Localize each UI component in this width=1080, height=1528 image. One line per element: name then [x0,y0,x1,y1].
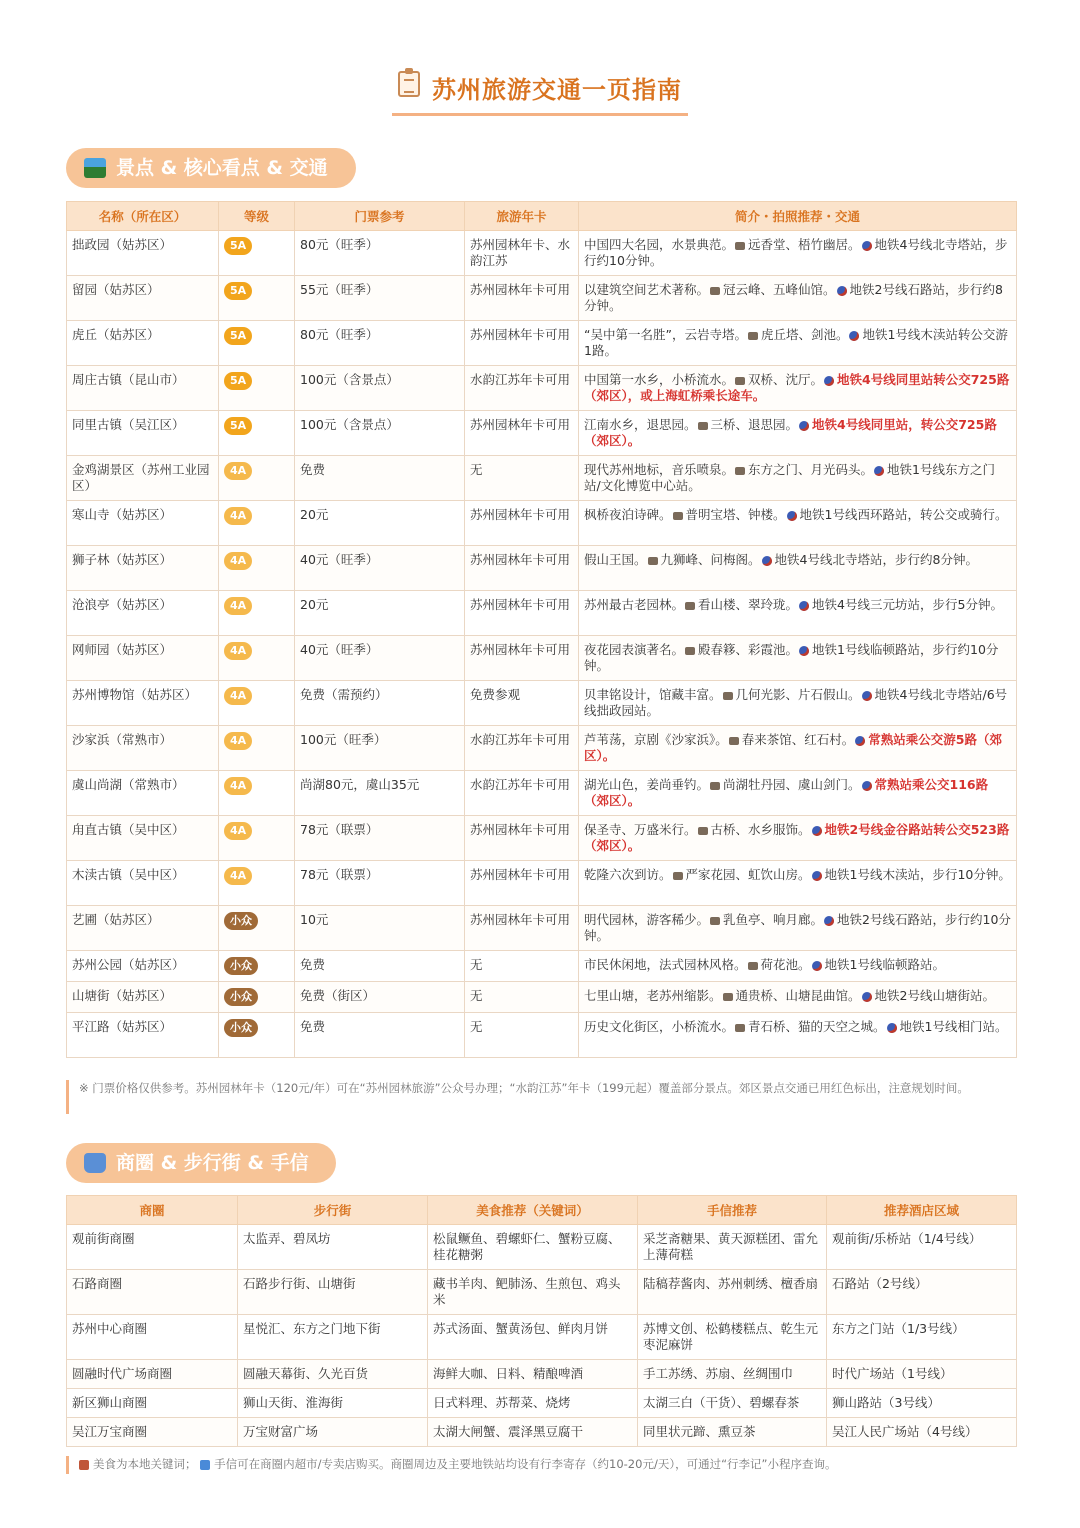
level-cell [219,1013,295,1058]
description-cell [579,771,1017,816]
description-cell [579,456,1017,501]
shopping-area: 新区狮山商圈 [67,1389,238,1418]
level-cell [219,982,295,1013]
transit-info: 地铁2号线金谷路站转公交523路（郊区）。 [584,822,1010,853]
attraction-name: 沧浪亭（姑苏区） [67,591,219,636]
annual-card: 水韵江苏年卡可用 [465,366,579,411]
ticket-price: 免费 [295,456,465,501]
annual-card: 苏州园林年卡可用 [465,861,579,906]
food-recommend: 太湖大闸蟹、震泽黑豆腐干 [428,1418,638,1447]
level-badge: 4A [224,462,252,480]
transit-info: 地铁2号线石路站，步行约8分钟。 [584,282,1003,313]
table-row [67,982,1017,1013]
ticket-note: ※ 门票价格仅供参考。苏州园林年卡（120元/年）可在“苏州园林旅游”公众号办理；“水韵江苏”年卡（199元起）覆盖部分景点。郊区景点交通已用红色标出，注意规划时间。 [66,1080,1016,1114]
table-row [67,276,1017,321]
ticket-price: 40元（旺季） [295,636,465,681]
transit-info: 地铁2号线山塘街站。 [874,988,995,1003]
hotel-area: 东方之门站（1/3号线） [827,1315,1017,1360]
table-row [67,366,1017,411]
annual-card: 苏州园林年卡可用 [465,546,579,591]
shopping-note [66,1456,1016,1474]
attraction-name: 网师园（姑苏区） [67,636,219,681]
level-badge: 5A [224,282,252,300]
metro-icon [837,286,847,296]
table-row [67,321,1017,366]
transit-info: 地铁1号线临顿路站。 [824,957,945,972]
description-cell [579,501,1017,546]
description-text: 以建筑空间艺术著称。 [584,282,710,297]
column-header: 等级 [219,202,295,231]
level-badge: 4A [224,597,252,615]
metro-icon [799,646,809,656]
column-header: 简介・拍照推荐・交通 [579,202,1017,231]
landscape-icon [84,158,106,178]
ticket-price: 78元（联票） [295,816,465,861]
annual-card: 苏州园林年卡可用 [465,591,579,636]
photo-spots: 三桥、退思园。 [710,417,799,432]
column-header: 名称（所在区） [67,202,219,231]
description-cell [579,861,1017,906]
description-text: “吴中第一名胜”，云岩寺塔。 [584,327,747,342]
transit-info: 常熟站乘公交116路（郊区）。 [584,777,989,808]
attraction-name: 寒山寺（姑苏区） [67,501,219,546]
table-row [67,1013,1017,1058]
attraction-name: 山塘街（姑苏区） [67,982,219,1013]
title-wrap [0,66,1080,116]
camera-icon [729,737,739,745]
gift-recommend: 太湖三白（干货）、碧螺春茶 [638,1389,827,1418]
photo-spots: 严家花园、虹饮山房。 [685,867,811,882]
attraction-name: 同里古镇（吴江区） [67,411,219,456]
description-cell [579,726,1017,771]
metro-icon [799,601,809,611]
level-cell [219,681,295,726]
table-row [67,1315,1017,1360]
shopping-area: 苏州中心商圈 [67,1315,238,1360]
description-cell [579,366,1017,411]
transit-info: 地铁4号线同里站转公交725路（郊区），或上海虹桥乘长途车。 [584,372,1010,403]
page-title [392,66,688,116]
photo-spots: 几何光影、片石假山。 [735,687,861,702]
metro-icon [812,871,822,881]
table-row [67,951,1017,982]
page-title-text: 苏州旅游交通一页指南 [432,76,682,104]
attraction-name: 苏州公园（姑苏区） [67,951,219,982]
table-row [67,591,1017,636]
metro-icon [812,961,822,971]
food-recommend: 藏书羊肉、鲃肺汤、生煎包、鸡头米 [428,1270,638,1315]
camera-icon [723,692,733,700]
metro-icon [887,1023,897,1033]
description-text: 市民休闲地，法式园林风格。 [584,957,747,972]
ticket-price: 20元 [295,501,465,546]
level-cell [219,456,295,501]
description-text: 江南水乡，退思园。 [584,417,697,432]
camera-icon [648,557,658,565]
walking-street: 星悦汇、东方之门地下街 [238,1315,428,1360]
section-heading-text: 商圈 & 步行街 & 手信 [116,1152,309,1174]
ticket-price: 免费（需预约） [295,681,465,726]
metro-icon [799,421,809,431]
column-header: 商圈 [67,1196,238,1225]
hotel-area: 石路站（2号线） [827,1270,1017,1315]
description-text: 七里山塘，老苏州缩影。 [584,988,722,1003]
camera-icon [735,1024,745,1032]
annual-card: 无 [465,456,579,501]
photo-spots: 荷花池。 [760,957,811,972]
annual-card: 苏州园林年卡可用 [465,636,579,681]
metro-icon [862,992,872,1002]
photo-spots: 看山楼、翠玲珑。 [698,597,799,612]
table-row [67,501,1017,546]
table-header-row [67,202,1017,231]
level-badge: 4A [224,687,252,705]
level-cell [219,636,295,681]
food-recommend: 松鼠鳜鱼、碧螺虾仁、蟹粉豆腐、桂花糖粥 [428,1225,638,1270]
photo-spots: 冠云峰、五峰仙馆。 [723,282,836,297]
description-cell [579,816,1017,861]
annual-card: 无 [465,982,579,1013]
attraction-name: 留园（姑苏区） [67,276,219,321]
ticket-price: 免费（街区） [295,982,465,1013]
level-cell [219,771,295,816]
ticket-price: 免费 [295,951,465,982]
attraction-name: 木渎古镇（吴中区） [67,861,219,906]
ticket-price: 10元 [295,906,465,951]
transit-info: 地铁1号线木渎站，步行10分钟。 [824,867,1011,882]
level-badge: 4A [224,732,252,750]
transit-info: 地铁4号线北寺塔站，步行约10分钟。 [584,237,1008,268]
description-cell [579,411,1017,456]
description-cell [579,546,1017,591]
level-badge: 4A [224,552,252,570]
photo-spots: 双桥、沈厅。 [748,372,824,387]
transit-info: 地铁4号线北寺塔站，步行约8分钟。 [774,552,978,567]
photo-spots: 古桥、水乡服饰。 [710,822,811,837]
section-heading-attractions [66,148,356,188]
walking-street: 石路步行街、山塘街 [238,1270,428,1315]
section-heading-text: 景点 & 核心看点 & 交通 [116,157,328,179]
description-cell [579,951,1017,982]
metro-icon [787,511,797,521]
transit-info: 地铁1号线西环路站，转公交或骑行。 [799,507,1008,522]
description-text: 明代园林，游客稀少。 [584,912,710,927]
camera-icon [710,917,720,925]
transit-info: 地铁1号线临顿路站，步行约10分钟。 [584,642,999,673]
ticket-price: 100元（含景点） [295,366,465,411]
annual-card: 苏州园林年卡可用 [465,276,579,321]
food-recommend: 日式料理、苏帮菜、烧烤 [428,1389,638,1418]
level-cell [219,231,295,276]
level-cell [219,366,295,411]
note-food: 美食为本地关键词； [93,1457,197,1471]
table-row [67,681,1017,726]
description-text: 假山王国。 [584,552,647,567]
transit-info: 地铁1号线木渎站转公交游1路。 [584,327,1008,358]
description-cell [579,591,1017,636]
description-cell [579,276,1017,321]
column-header: 手信推荐 [638,1196,827,1225]
ticket-price: 100元（旺季） [295,726,465,771]
description-cell [579,982,1017,1013]
photo-spots: 普明宝塔、钟楼。 [685,507,786,522]
metro-icon [824,376,834,386]
photo-spots: 乳鱼亭、响月廊。 [723,912,824,927]
description-text: 枫桥夜泊诗碑。 [584,507,672,522]
level-badge: 4A [224,642,252,660]
annual-card: 苏州园林年卡、水韵江苏 [465,231,579,276]
ticket-price: 55元（旺季） [295,276,465,321]
camera-icon [698,827,708,835]
description-text: 苏州最古老园林。 [584,597,685,612]
metro-icon [862,241,872,251]
camera-icon [723,993,733,1001]
level-badge: 5A [224,417,252,435]
description-text: 历史文化街区，小桥流水。 [584,1019,735,1034]
attraction-name: 周庄古镇（昆山市） [67,366,219,411]
table-row [67,1389,1017,1418]
shopping-bag-icon [84,1153,106,1173]
metro-icon [812,826,822,836]
level-cell [219,861,295,906]
level-cell [219,321,295,366]
table-row [67,546,1017,591]
camera-icon [735,242,745,250]
gift-recommend: 手工苏绣、苏扇、丝绸围巾 [638,1360,827,1389]
hotel-area: 吴江人民广场站（4号线） [827,1418,1017,1447]
description-text: 中国四大名园，水景典范。 [584,237,735,252]
attraction-name: 拙政园（姑苏区） [67,231,219,276]
level-cell [219,906,295,951]
attraction-name: 艺圃（姑苏区） [67,906,219,951]
attraction-name: 甪直古镇（吴中区） [67,816,219,861]
level-cell [219,726,295,771]
transit-info: 地铁1号线东方之门站/文化博览中心站。 [584,462,995,493]
camera-icon [735,377,745,385]
description-cell [579,231,1017,276]
food-recommend: 海鲜大咖、日料、精酿啤酒 [428,1360,638,1389]
photo-spots: 青石桥、猫的天空之城。 [748,1019,886,1034]
attractions-table [66,201,1017,1058]
hotel-area: 时代广场站（1号线） [827,1360,1017,1389]
level-cell [219,276,295,321]
photo-spots: 虎丘塔、剑池。 [760,327,849,342]
ticket-price: 78元（联票） [295,861,465,906]
table-row [67,906,1017,951]
ticket-price: 80元（旺季） [295,321,465,366]
column-header: 美食推荐（关键词） [428,1196,638,1225]
note-rest: 手信可在商圈内超市/专卖店购买。商圈周边及主要地铁站均设有行李寄存（约10-20元/天），可通过“行李记”小程序查询。 [214,1457,837,1471]
walking-street: 狮山天街、淮海街 [238,1389,428,1418]
transit-info: 地铁1号线相门站。 [899,1019,1008,1034]
level-badge: 小众 [224,912,258,930]
camera-icon [673,512,683,520]
description-cell [579,636,1017,681]
shopping-table [66,1195,1017,1447]
shopping-area: 吴江万宝商圈 [67,1418,238,1447]
table-header-row [67,1196,1017,1225]
camera-icon [710,782,720,790]
photo-spots: 殿春簃、彩霞池。 [698,642,799,657]
photo-spots: 九狮峰、问梅阁。 [660,552,761,567]
ticket-price: 尚湖80元，虞山35元 [295,771,465,816]
description-cell [579,321,1017,366]
column-header: 推荐酒店区域 [827,1196,1017,1225]
level-badge: 小众 [224,988,258,1006]
gift-recommend: 采芝斋糖果、黄天源糕团、雷允上薄荷糕 [638,1225,827,1270]
metro-icon [849,331,859,341]
attraction-name: 平江路（姑苏区） [67,1013,219,1058]
photo-spots: 尚湖牡丹园、虞山剑门。 [723,777,861,792]
description-text: 芦苇荡，京剧《沙家浜》。 [584,732,728,747]
table-row [67,1418,1017,1447]
transit-info: 地铁4号线三元坊站，步行5分钟。 [812,597,1003,612]
camera-icon [673,872,683,880]
ticket-price: 100元（含景点） [295,411,465,456]
table-row [67,1360,1017,1389]
description-text: 中国第一水乡，小桥流水。 [584,372,735,387]
shopping-area: 圆融时代广场商圈 [67,1360,238,1389]
camera-icon [685,647,695,655]
level-badge: 4A [224,867,252,885]
level-cell [219,591,295,636]
metro-icon [862,691,872,701]
clipboard-icon [398,71,420,97]
metro-icon [762,556,772,566]
walking-street: 太监弄、碧凤坊 [238,1225,428,1270]
attraction-name: 虞山尚湖（常熟市） [67,771,219,816]
column-header: 步行街 [238,1196,428,1225]
attraction-name: 虎丘（姑苏区） [67,321,219,366]
metro-icon [855,736,865,746]
attraction-name: 苏州博物馆（姑苏区） [67,681,219,726]
description-cell [579,681,1017,726]
camera-icon [735,467,745,475]
description-text: 乾隆六次到访。 [584,867,672,882]
camera-icon [710,287,720,295]
column-header: 旅游年卡 [465,202,579,231]
level-cell [219,546,295,591]
table-row [67,636,1017,681]
hotel-area: 观前街/乐桥站（1/4号线） [827,1225,1017,1270]
ticket-price: 20元 [295,591,465,636]
camera-icon [748,332,758,340]
ticket-price: 免费 [295,1013,465,1058]
level-cell [219,411,295,456]
level-badge: 4A [224,507,252,525]
description-text: 保圣寺、万盛米行。 [584,822,697,837]
food-bowl-icon [79,1460,89,1470]
gift-recommend: 陆稿荐酱肉、苏州刺绣、檀香扇 [638,1270,827,1315]
description-text: 贝聿铭设计，馆藏丰富。 [584,687,722,702]
table-row [67,771,1017,816]
level-cell [219,951,295,982]
description-text: 夜花园表演著名。 [584,642,685,657]
transit-info: 地铁2号线石路站，步行约10分钟。 [584,912,1011,943]
description-text: 现代苏州地标，音乐喷泉。 [584,462,735,477]
section-heading-shopping [66,1143,336,1183]
attraction-name: 沙家浜（常熟市） [67,726,219,771]
transit-info: 常熟站乘公交游5路（郊区）。 [584,732,1002,763]
annual-card: 苏州园林年卡可用 [465,411,579,456]
ticket-price: 80元（旺季） [295,231,465,276]
attraction-name: 狮子林（姑苏区） [67,546,219,591]
level-badge: 4A [224,777,252,795]
annual-card: 水韵江苏年卡可用 [465,771,579,816]
attraction-name: 金鸡湖景区（苏州工业园区） [67,456,219,501]
table-row [67,1270,1017,1315]
metro-icon [862,781,872,791]
level-badge: 小众 [224,957,258,975]
annual-card: 苏州园林年卡可用 [465,501,579,546]
level-badge: 5A [224,237,252,255]
shopping-area: 石路商圈 [67,1270,238,1315]
food-recommend: 苏式汤面、蟹黄汤包、鲜肉月饼 [428,1315,638,1360]
annual-card: 苏州园林年卡可用 [465,906,579,951]
transit-info: 地铁4号线北寺塔站/6号线拙政园站。 [584,687,1008,718]
table-row [67,816,1017,861]
photo-spots: 东方之门、月光码头。 [748,462,874,477]
metro-icon [824,916,834,926]
description-cell [579,906,1017,951]
camera-icon [685,602,695,610]
column-header: 门票参考 [295,202,465,231]
gift-bag-icon [200,1460,210,1470]
annual-card: 水韵江苏年卡可用 [465,726,579,771]
level-cell [219,501,295,546]
level-badge: 4A [224,822,252,840]
hotel-area: 狮山路站（3号线） [827,1389,1017,1418]
camera-icon [748,962,758,970]
transit-info: 地铁4号线同里站，转公交725路（郊区）。 [584,417,997,448]
description-text: 湖光山色，姜尚垂钓。 [584,777,710,792]
level-badge: 5A [224,327,252,345]
table-row [67,1225,1017,1270]
camera-icon [698,422,708,430]
annual-card: 无 [465,951,579,982]
shopping-area: 观前街商圈 [67,1225,238,1270]
photo-spots: 春来茶馆、红石村。 [741,732,855,747]
walking-street: 万宝财富广场 [238,1418,428,1447]
photo-spots: 通贵桥、山塘昆曲馆。 [735,988,861,1003]
table-row [67,231,1017,276]
gift-recommend: 同里状元蹄、熏豆茶 [638,1418,827,1447]
table-row [67,456,1017,501]
annual-card: 苏州园林年卡可用 [465,816,579,861]
description-cell [579,1013,1017,1058]
table-row [67,411,1017,456]
table-row [67,861,1017,906]
metro-icon [874,466,884,476]
level-badge: 小众 [224,1019,258,1037]
annual-card: 苏州园林年卡可用 [465,321,579,366]
annual-card: 免费参观 [465,681,579,726]
ticket-price: 40元（旺季） [295,546,465,591]
table-row [67,726,1017,771]
photo-spots: 远香堂、梧竹幽居。 [748,237,861,252]
level-cell [219,816,295,861]
annual-card: 无 [465,1013,579,1058]
gift-recommend: 苏博文创、松鹤楼糕点、乾生元枣泥麻饼 [638,1315,827,1360]
walking-street: 圆融天幕街、久光百货 [238,1360,428,1389]
level-badge: 5A [224,372,252,390]
